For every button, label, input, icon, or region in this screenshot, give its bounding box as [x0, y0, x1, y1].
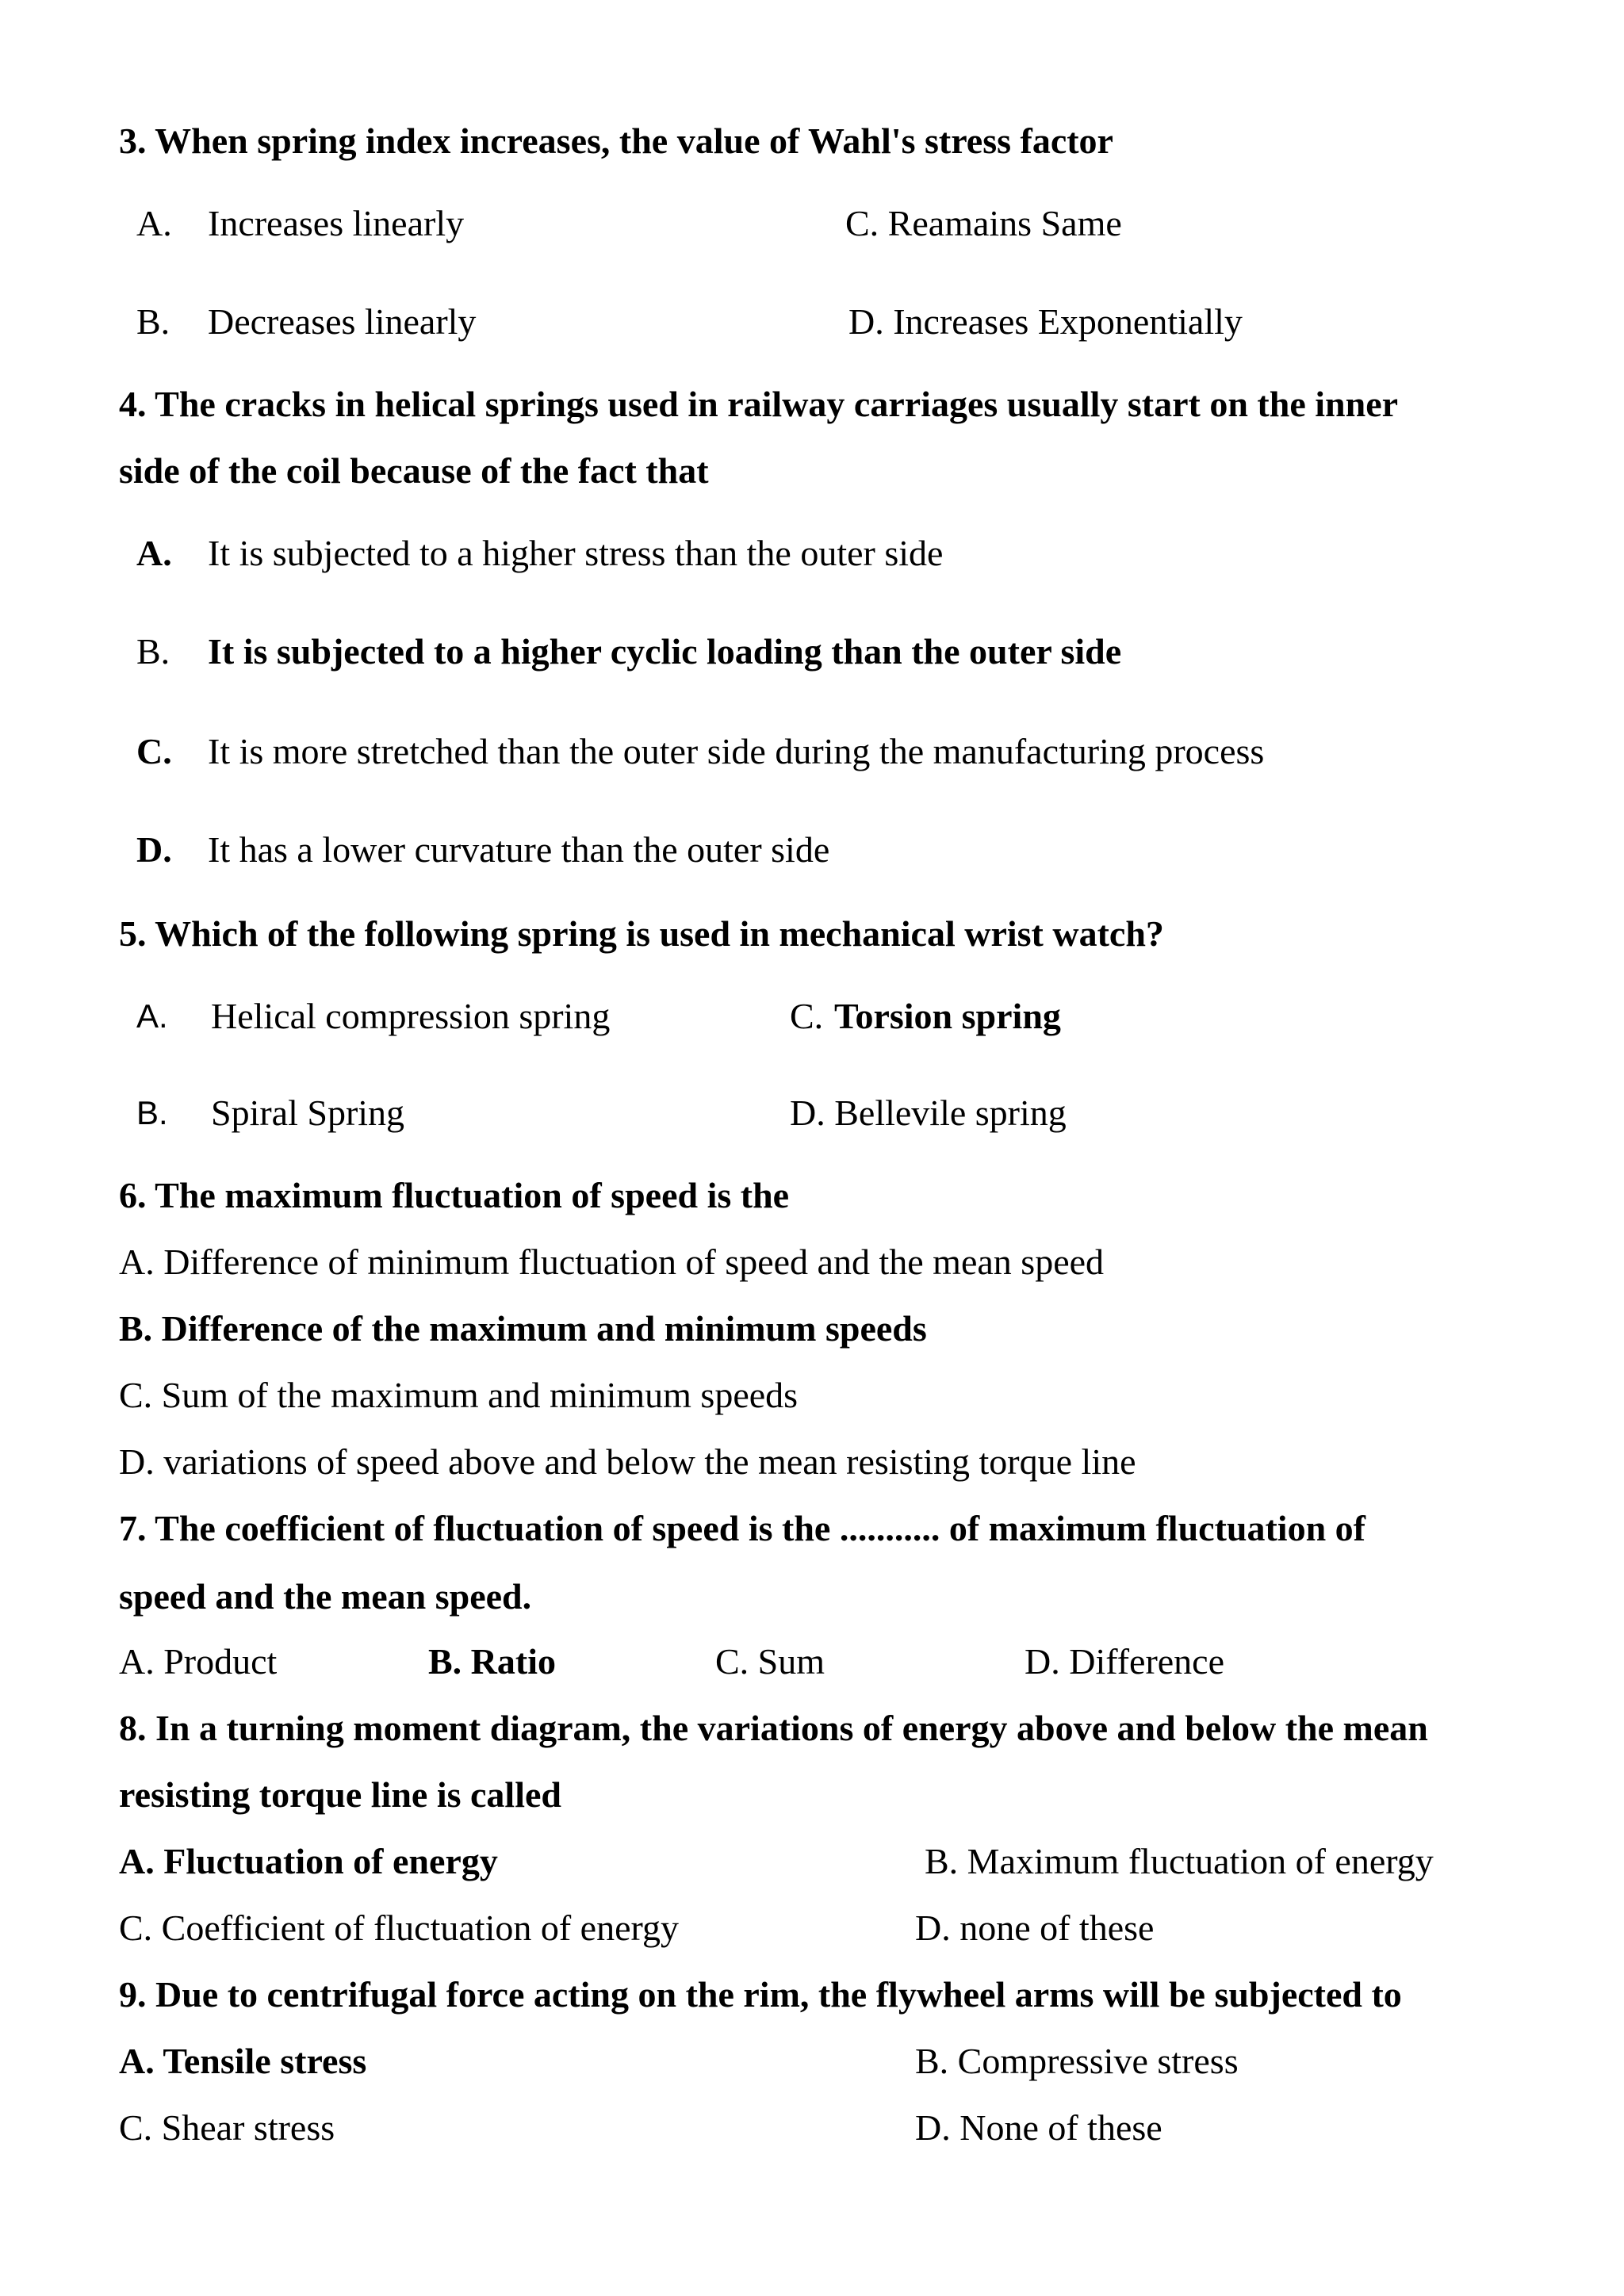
q4-option-a [0, 530, 1624, 577]
q4-option-c-text: It is more stretched than the outer side during the manufacturing process [208, 731, 1265, 771]
q6-option-c-text: C. Sum of the maximum and minimum speeds [119, 1375, 799, 1415]
q4-option-b-text: It is subjected to a higher cyclic loading than the outer side [208, 631, 1122, 672]
question-4-text-line-2: side of the coil because of the fact that [119, 450, 709, 491]
q9-option-c-text: C. Shear stress [119, 2107, 335, 2148]
q4-option-d [0, 826, 1624, 874]
q5-option-a-label: A. [136, 997, 168, 1035]
q8-option-row-2 [0, 1904, 1624, 1952]
q9-option-d-text: D. None of these [915, 2107, 1162, 2148]
q8-option-b-text: B. Maximum fluctuation of energy [925, 1841, 1434, 1881]
question-3-text: 3. When spring index increases, the value of Wahl's stress factor [119, 121, 1113, 161]
q5-option-b-text: Spiral Spring [211, 1093, 405, 1133]
question-9-text: 9. Due to centrifugal force acting on the rim, the flywheel arms will be subjected to [119, 1974, 1402, 2015]
q4-option-b-label: B. [136, 631, 170, 672]
q3-option-b-text: Decreases linearly [208, 301, 477, 342]
question-8-text-line-1: 8. In a turning moment diagram, the variations of energy above and below the mean [119, 1708, 1428, 1748]
question-6-text: 6. The maximum fluctuation of speed is the [119, 1175, 790, 1215]
q5-option-row-2 [0, 1089, 1624, 1137]
q5-option-d-text: D. Bellevile spring [790, 1093, 1067, 1133]
q9-option-row-1 [0, 2038, 1624, 2085]
question-4-text-line-1: 4. The cracks in helical springs used in railway carriages usually start on the inner [119, 384, 1399, 424]
q5-option-a-text: Helical compression spring [211, 996, 611, 1036]
q8-option-row-1 [0, 1838, 1624, 1885]
q3-option-a-label: A. [136, 203, 172, 243]
q8-option-a-text: A. Fluctuation of energy [119, 1841, 498, 1881]
q4-option-c [0, 728, 1624, 775]
q9-option-a-text: A. Tensile stress [119, 2041, 367, 2081]
q4-option-a-label: A. [136, 533, 172, 573]
q6-option-b-text: B. Difference of the maximum and minimum speeds [119, 1308, 927, 1349]
q6-option-a-text: A. Difference of minimum fluctuation of speed and the mean speed [119, 1242, 1105, 1282]
question-7-text-line-1: 7. The coefficient of fluctuation of speed is the ........... of maximum fluctuation of [119, 1508, 1365, 1548]
q7-option-d-text: D. Difference [1025, 1641, 1225, 1682]
q3-option-a-text: Increases linearly [208, 203, 465, 243]
q4-option-d-label: D. [136, 829, 172, 870]
q7-option-c-text: C. Sum [715, 1641, 825, 1682]
q5-option-row-1 [0, 993, 1624, 1040]
q6-option-d-text: D. variations of speed above and below the mean resisting torque line [119, 1441, 1136, 1482]
q3-option-row-1 [0, 200, 1624, 247]
q5-option-b-label: B. [136, 1094, 168, 1131]
q9-option-b-text: B. Compressive stress [915, 2041, 1239, 2081]
q4-option-c-label: C. [136, 731, 172, 771]
q6-option-d [0, 1438, 1624, 1486]
q7-option-row [0, 1638, 1624, 1686]
q3-option-b-label: B. [136, 301, 170, 342]
q4-option-b [0, 628, 1624, 675]
q8-option-d-text: D. none of these [915, 1908, 1155, 1948]
q7-option-b-text: B. Ratio [428, 1641, 556, 1682]
q6-option-c [0, 1372, 1624, 1419]
q3-option-d-text: D. Increases Exponentially [848, 301, 1243, 342]
q3-option-c-text: C. Reamains Same [845, 203, 1122, 243]
q4-option-a-text: It is subjected to a higher stress than the outer side [208, 533, 944, 573]
q6-option-a [0, 1238, 1624, 1286]
q5-option-c-label: C. [790, 996, 824, 1036]
q9-option-row-2 [0, 2104, 1624, 2152]
q7-option-a-text: A. Product [119, 1641, 278, 1682]
q8-option-c-text: C. Coefficient of fluctuation of energy [119, 1908, 679, 1948]
q3-option-row-2 [0, 298, 1624, 346]
q6-option-b [0, 1305, 1624, 1353]
question-7-text-line-2: speed and the mean speed. [119, 1576, 532, 1617]
q4-option-d-text: It has a lower curvature than the outer side [208, 829, 830, 870]
question-5-text: 5. Which of the following spring is used in mechanical wrist watch? [119, 913, 1164, 954]
q5-option-c-text: Torsion spring [834, 996, 1061, 1036]
question-8-text-line-2: resisting torque line is called [119, 1774, 561, 1815]
